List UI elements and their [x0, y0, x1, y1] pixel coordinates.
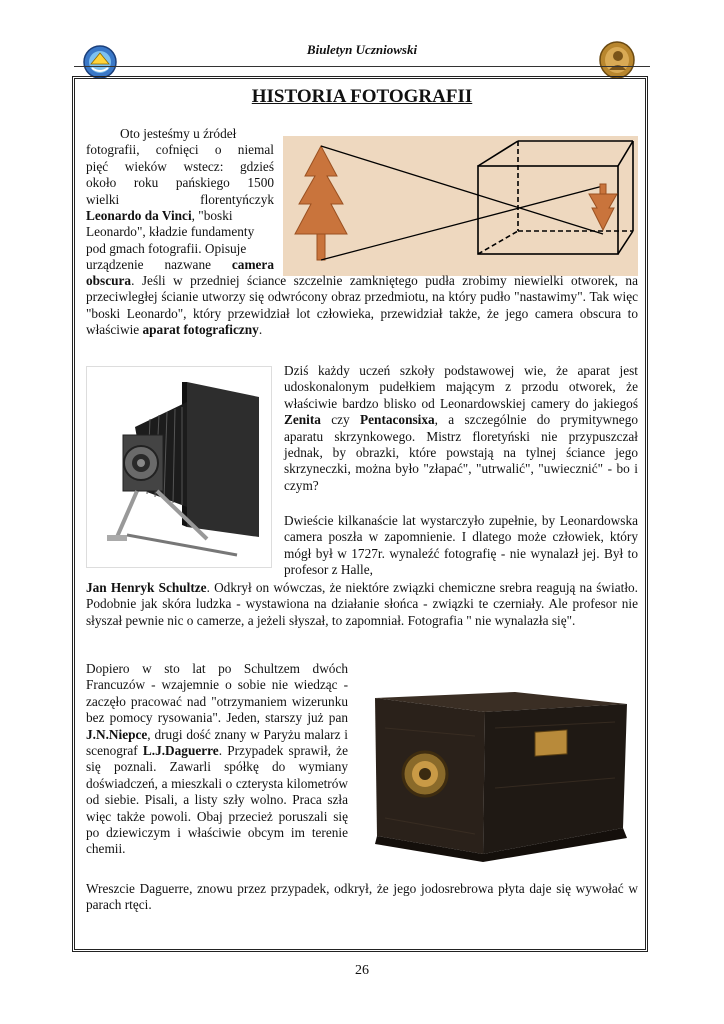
page-number: 26 — [355, 963, 369, 978]
text-line: pięć wieków wstecz: gdzieś — [86, 158, 274, 174]
text-line: wielki florentyńczyk — [86, 191, 274, 207]
paragraph-3-continuation — [86, 580, 638, 629]
name-niepce: J.N.Niepce — [86, 726, 148, 742]
name-leonardo: Leonardo da Vinci — [86, 208, 192, 224]
paragraph-3 — [284, 513, 638, 579]
medallion-portrait-icon — [598, 40, 636, 80]
text-span: Dziś każdy uczeń szkoły podstawowej wie, że aparat jest udoskonalonym pudełkiem mającym z przodu otworek, że właściwie bardzo blisko od Leonardowskiej camery do jakiegoś — [284, 363, 638, 411]
text-span: urządzenie nazwane — [86, 257, 232, 273]
text-span: . Odkrył on wówczas, że niektóre związki chemiczne srebra reagują na światło. Podobnie jak skóra ludzka - wystawiona na działanie słońca - związki te czerniały. Ale profesor nie słyszał pewnie nic o camerze, a jeżeli słyszał, to zapomniał. Fotografia " nie wynalazła się". — [86, 580, 638, 628]
text-span: czy — [320, 412, 361, 428]
paragraph-1-column — [86, 126, 274, 274]
term-camera: camera — [231, 257, 274, 273]
text-line — [86, 257, 274, 273]
bulletin-title: Biuletyn Uczniowski — [306, 42, 418, 57]
article-title: HISTORIA FOTOGRAFII — [251, 86, 473, 107]
term-aparat: aparat fotograficzny — [142, 322, 259, 338]
text-span: . Przypadek sprawił, że się poznali. Zawarli spółkę do wymiany doświadczeń, a mieszkali o czterysta kilometrów od siebie. Pisali, a listy szły wolno. Praca szła więc także powoli. Obaj przecież poruszali się po dziewiczym i właściwie obcym im terenie chemii. — [86, 743, 348, 857]
text-span: Dopiero w sto lat po Schultzem dwóch Francuzów - wzajemnie o sobie nie wiedząc - zaczęło pracować nad "otrzymaniem wizerunku bez pomocy rysowania". Jeden, starszy już pan — [86, 661, 348, 726]
text-line: fotografii, cofnięci o niemal — [86, 142, 274, 158]
text-span: . — [258, 322, 263, 338]
header-rule — [74, 66, 650, 67]
text-line: pod gmach fotografii. Opisuje — [86, 240, 247, 256]
term-zenit: Zenita — [284, 412, 321, 428]
paragraph-2 — [284, 363, 638, 494]
paragraph-4-tail: Wreszcie Daguerre, znowu przez przypadek, odkrył, że jego jodosrebrowa płyta daje się wywołać w parach rtęci. — [86, 881, 638, 913]
term-pentaconsixa: Pentaconsixa — [360, 412, 435, 428]
text-span: . Jeśli w przedniej ściance szczelnie zamkniętego pudła zrobimy niewielki otworek, na przeciwległej ścianie utworzy się odwrócony obraz przedmiotu, na który pudło "nastawimy". Tak więc "boski Leonardo", który przewidział lot człowieka, przewidział także, że jego camera obscura to właściwie — [86, 273, 638, 338]
name-schultze: Jan Henryk Schultze — [86, 580, 207, 595]
text-span: , drugi dość znany w Paryżu malarz i scenograf — [86, 726, 348, 759]
text-span: , "boski — [191, 208, 233, 224]
name-daguerre: L.J.Daguerre — [142, 743, 219, 759]
term-obscura: obscura — [86, 273, 132, 288]
paragraph-4 — [86, 661, 348, 858]
text-line: około roku pańskiego 1500 — [86, 175, 274, 191]
text-line: Leonardo", kładzie fundamenty — [86, 224, 255, 240]
text-span: Dwieście kilkanaście lat wystarczyło zupełnie, by Leonardowska camera poszła w zapomnienie. I dlatego może człowiek, który mógł był w 1727r. wynaleźć fotografię - nie wynalazł jej. Był to profesor z Halle, — [284, 513, 638, 578]
text-line: Oto jesteśmy u źródeł — [120, 126, 237, 141]
text-span: , a szczególnie do prymitywnego aparatu skrzynkowego. Mistrz floretyński nie przypuszczał jednak, by obrazki, które powstają na tylnej ściance jego skrzyneczki, można było "złapać", "utrwalić", "uwiecznić" - bo i czym? — [284, 412, 638, 493]
paragraph-1-continuation — [86, 273, 638, 339]
daguerreotype-camera-photo — [365, 678, 633, 862]
text-line — [86, 208, 274, 224]
camera-obscura-diagram — [283, 136, 638, 276]
folding-camera-photo — [86, 366, 272, 568]
